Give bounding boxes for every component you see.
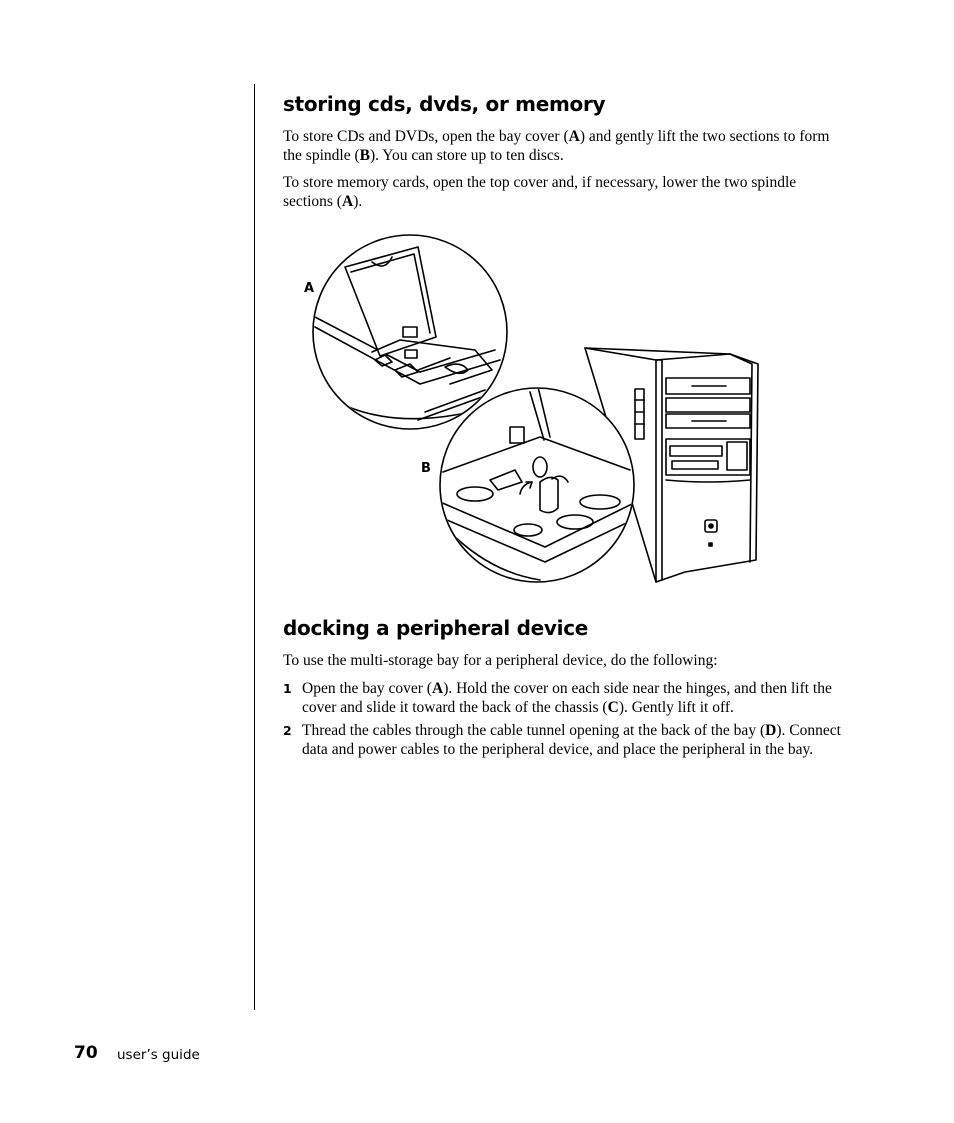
callout-ref-b: B bbox=[359, 147, 370, 164]
step-number: 1 bbox=[283, 681, 292, 696]
paragraph-store-memory bbox=[283, 173, 848, 211]
footer-label: user’s guide bbox=[117, 1047, 200, 1063]
illustration-drawing bbox=[300, 232, 770, 588]
text-run: ). Hold the cover on each side near the hinges, and then lift the cover and slide it toward the back of the chassis ( bbox=[302, 680, 832, 716]
page-number: 70 bbox=[74, 1043, 98, 1063]
step-text bbox=[302, 679, 847, 717]
section-heading-docking: docking a peripheral device bbox=[283, 616, 589, 640]
callout-ref-c: C bbox=[607, 699, 619, 716]
callout-ref-a: A bbox=[341, 193, 354, 210]
section-heading-storing: storing cds, dvds, or memory bbox=[283, 92, 606, 116]
callout-ref-d: D bbox=[765, 722, 777, 739]
text-run: Open the bay cover ( bbox=[302, 680, 432, 697]
text-run: ) and gently lift the two sections to form the spindle ( bbox=[283, 128, 830, 164]
paragraph-docking-intro: To use the multi-storage bay for a peripheral device, do the following: bbox=[283, 652, 718, 669]
callout-label-a: A bbox=[304, 281, 315, 296]
paragraph-store-discs bbox=[283, 127, 848, 165]
text-run: ). You can store up to ten discs. bbox=[369, 147, 564, 164]
margin-rule bbox=[254, 84, 255, 1010]
text-run: To store memory cards, open the top cover and, if necessary, lower the two spindle sections ( bbox=[283, 174, 797, 210]
text-run: ). Gently lift it off. bbox=[618, 699, 734, 716]
callout-ref-a: A bbox=[431, 680, 444, 697]
step-text bbox=[302, 721, 847, 759]
text-run: To store CDs and DVDs, open the bay cover ( bbox=[283, 128, 569, 145]
text-run: Thread the cables through the cable tunnel opening at the back of the bay ( bbox=[302, 722, 766, 739]
text-run: ). bbox=[353, 193, 363, 210]
text-run: ). Connect data and power cables to the peripheral device, and place the peripheral in the bay. bbox=[302, 722, 841, 758]
callout-ref-a: A bbox=[568, 128, 580, 145]
detail-circle-a-drawing bbox=[313, 235, 507, 429]
callout-label-b: B bbox=[421, 461, 431, 476]
step-number: 2 bbox=[283, 723, 292, 738]
storage-bay-illustration bbox=[300, 232, 770, 588]
